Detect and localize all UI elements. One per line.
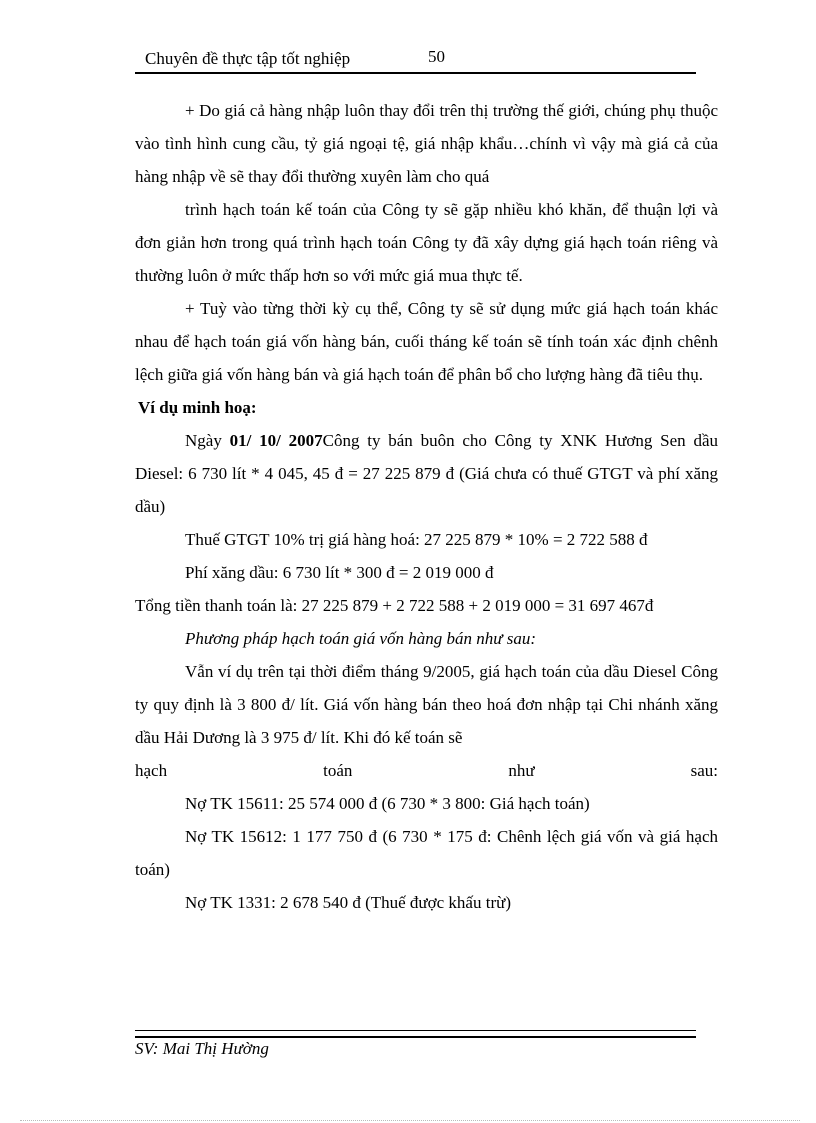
paragraph-fuel-fee: Phí xăng dầu: 6 730 lít * 300 đ = 2 019 000 đ — [185, 563, 494, 582]
page-number: 50 — [428, 47, 445, 66]
sale-date-prefix: Ngày — [185, 431, 230, 450]
method-heading: Phương pháp hạch toán giá vốn hàng bán như sau: — [185, 629, 537, 648]
paragraph-accounting-price: + Tuỳ vào từng thời kỳ cụ thể, Công ty sẽ sử dụng mức giá hạch toán khác nhau để hạch toán giá vốn hàng bán, cuối tháng kế toán sẽ tính toán xác định chênh lệch giữa giá vốn hàng bán và giá hạch toán để phân bổ cho lượng hàng đã tiêu thụ. — [135, 299, 718, 384]
sale-description: Công ty bán buôn cho Công ty XNK Hương Sen dầu Diesel: 6 730 lít * 4 045, 45 đ = 27 225 879 đ (Giá chưa có thuế GTGT và phí xăng dầu) — [135, 431, 718, 516]
footer-divider — [135, 1030, 696, 1038]
paragraph-cost-example-end: hạch toán như sau: — [135, 761, 718, 780]
document-body — [135, 94, 718, 919]
entry-tk-15612: Nợ TK 15612: 1 177 750 đ (6 730 * 175 đ: Chênh lệch giá vốn và giá hạch toán) — [135, 827, 718, 879]
example-heading: Ví dụ minh hoạ: — [138, 398, 257, 417]
paragraph-total-payment: Tổng tiền thanh toán là: 27 225 879 + 2 722 588 + 2 019 000 = 31 697 467đ — [135, 596, 654, 615]
paragraph-accounting-difficulty: trình hạch toán kế toán của Công ty sẽ gặp nhiều khó khăn, để thuận lợi và đơn giản hơn trong quá trình hạch toán Công ty đã xây dựng giá hạch toán riêng và thường luôn ở mức thấp hơn so với mức giá mua thực tế. — [135, 200, 718, 285]
paragraph-vat: Thuế GTGT 10% trị giá hàng hoá: 27 225 879 * 10% = 2 722 588 đ — [185, 530, 648, 549]
header-title: Chuyên đề thực tập tốt nghiệp — [145, 49, 351, 68]
paragraph-sale-example — [135, 424, 718, 523]
sale-date: 01/ 10/ 2007 — [229, 431, 323, 450]
paragraph-price-fluctuation: + Do giá cả hàng nhập luôn thay đổi trên thị trường thế giới, chúng phụ thuộc vào tình hình cung cầu, tỷ giá ngoại tệ, giá nhập khẩu…chính vì vậy mà giá cả của hàng nhập về sẽ thay đổi thường xuyên làm cho quá — [135, 101, 718, 186]
page-bottom-dotted-line — [20, 1120, 800, 1121]
page-header — [135, 48, 696, 74]
paragraph-cost-example: Vẫn ví dụ trên tại thời điểm tháng 9/2005, giá hạch toán của dầu Diesel Công ty quy định là 3 800 đ/ lít. Giá vốn hàng bán theo hoá đơn nhập tại Chi nhánh xăng dầu Hải Dương là 3 975 đ/ lít. Khi đó kế toán sẽ — [135, 662, 718, 747]
entry-tk-15611: Nợ TK 15611: 25 574 000 đ (6 730 * 3 800: Giá hạch toán) — [185, 794, 590, 813]
footer-author: SV: Mai Thị Hường — [135, 1039, 269, 1058]
entry-tk-1331: Nợ TK 1331: 2 678 540 đ (Thuế được khấu trừ) — [185, 893, 511, 912]
